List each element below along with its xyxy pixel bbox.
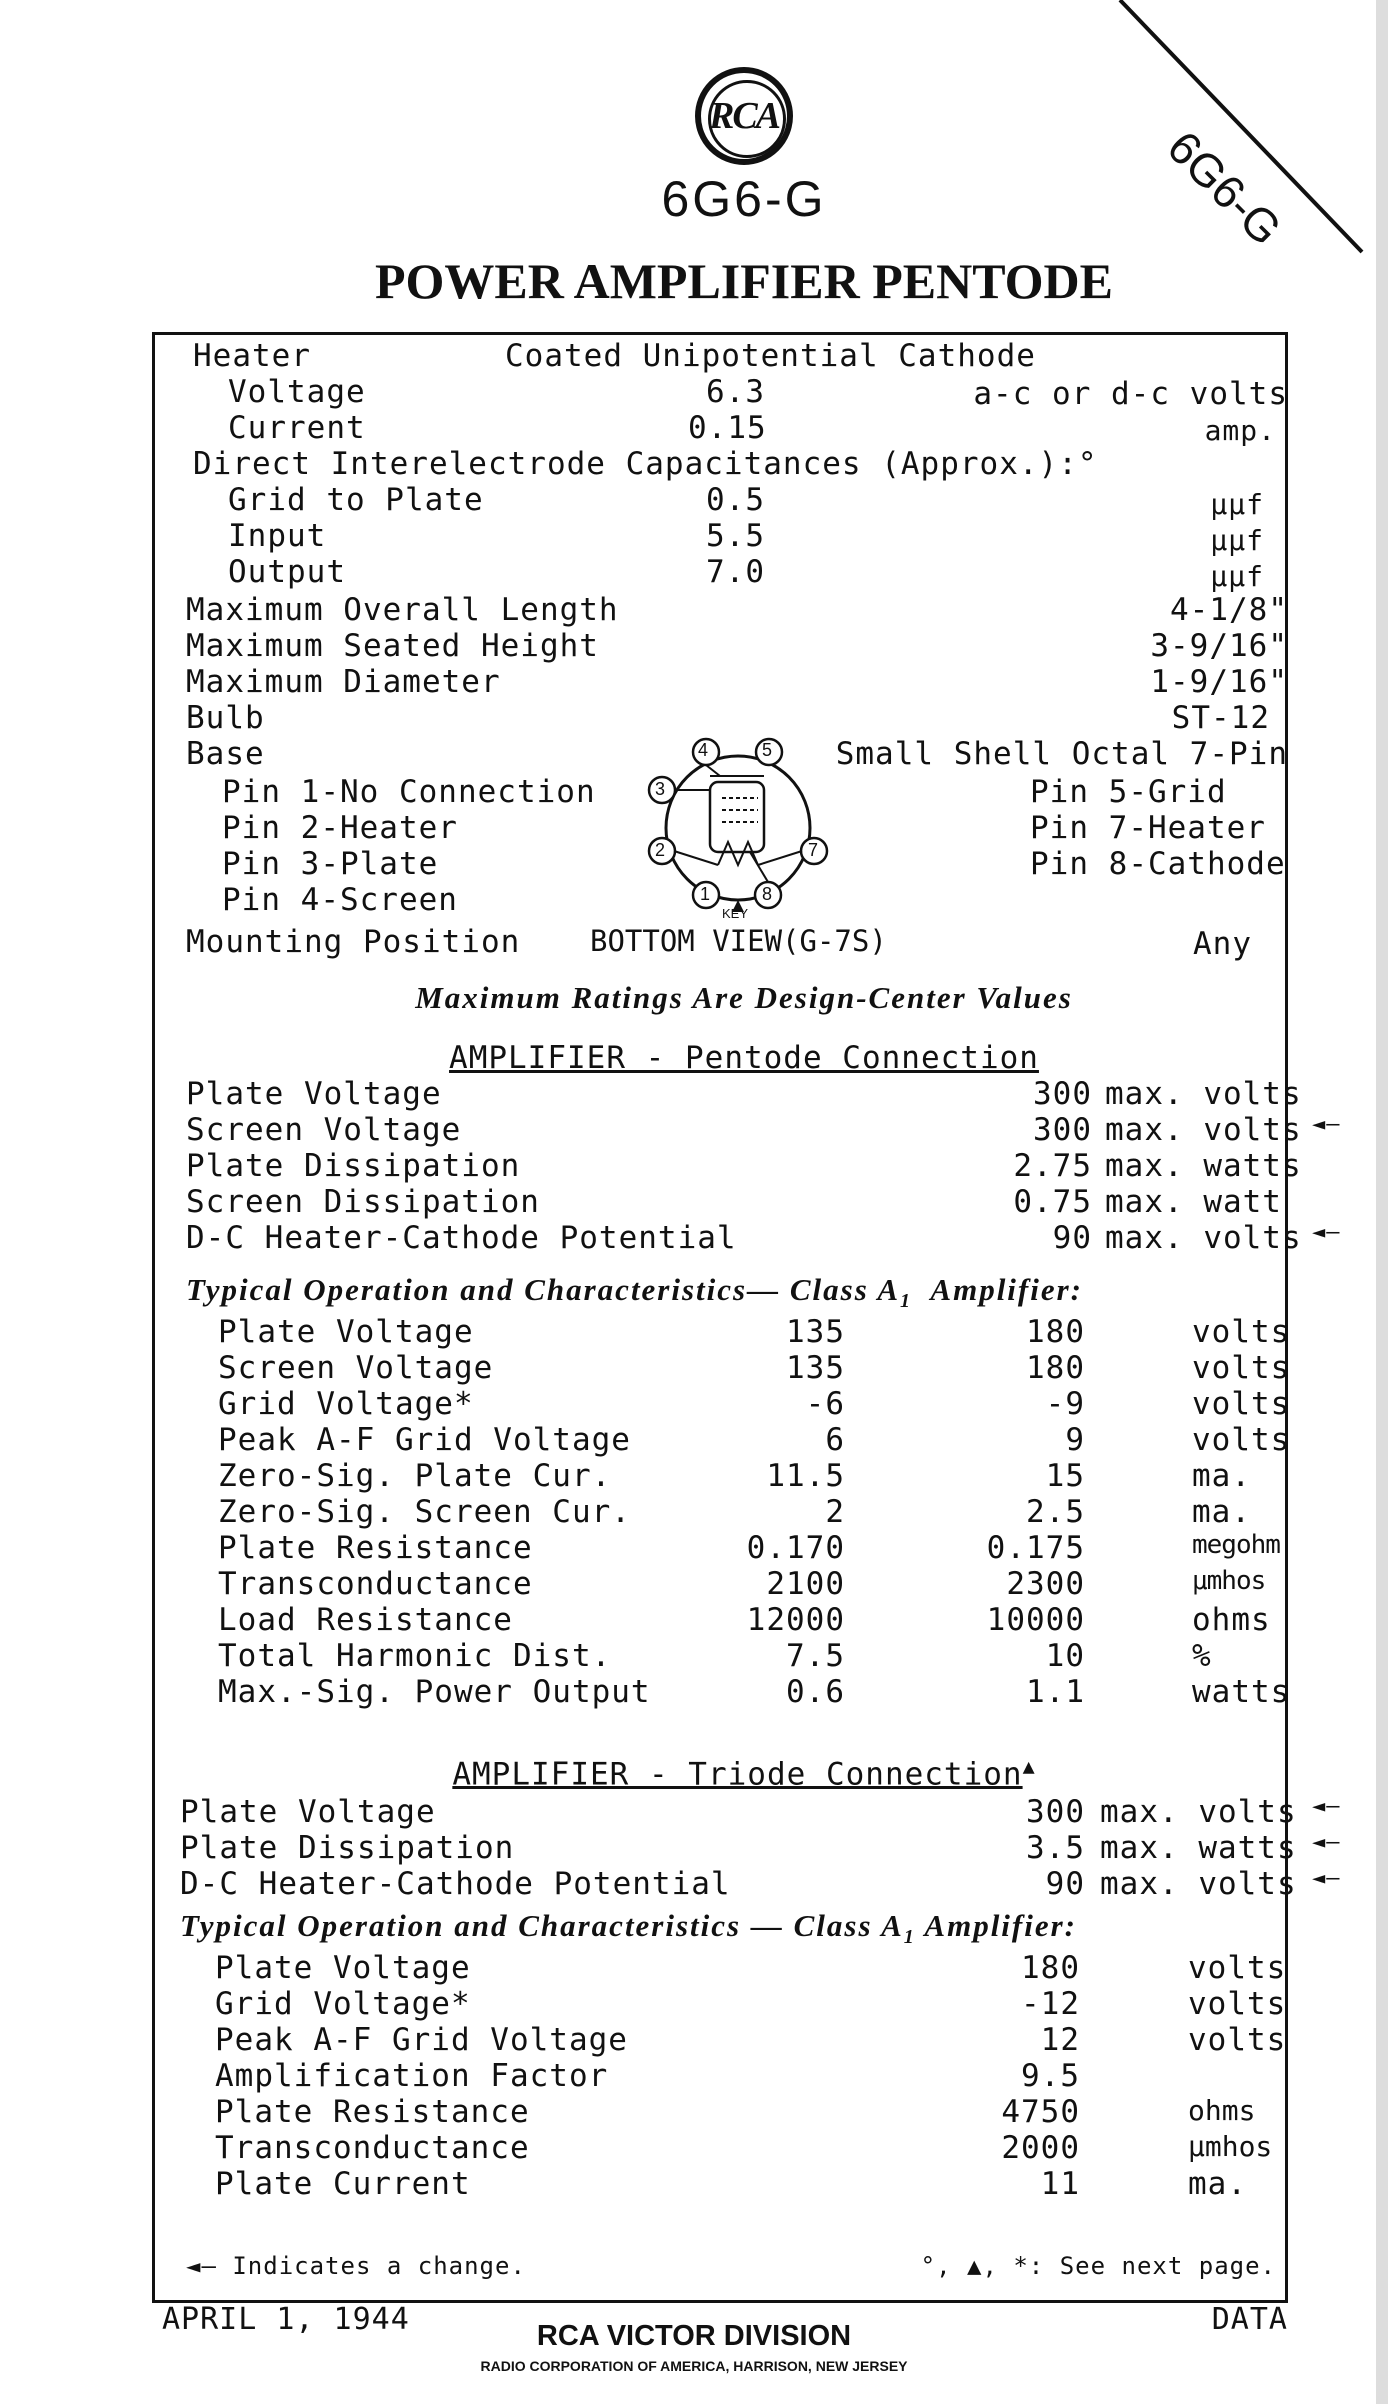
pentode-typical-value-2: 180 <box>1026 1314 1085 1350</box>
triode-typical-value: 11 <box>1040 2166 1080 2202</box>
diagram-pin-3: 3 <box>655 779 666 799</box>
pentode-typical-unit: megohm <box>1192 1530 1280 1560</box>
pentode-typical-unit: volts <box>1192 1422 1291 1458</box>
triode-heading-mark: ▲ <box>1022 1754 1036 1778</box>
pentode-typical-value-1: 135 <box>786 1314 845 1350</box>
pin-8: Pin 8-Cathode <box>1030 846 1286 882</box>
pentode-typical-unit: ma. <box>1192 1494 1251 1530</box>
pentode-typical-value-2: 10 <box>1045 1638 1085 1674</box>
pentode-typical-value-2: 0.175 <box>986 1530 1085 1566</box>
company-name: RADIO CORPORATION OF AMERICA, HARRISON, NEW JERSEY <box>480 2358 908 2374</box>
pentode-typical-unit: volts <box>1192 1350 1291 1386</box>
triode-typical-unit: ohms <box>1188 2094 1256 2127</box>
pentode-typical-subscript: 1 <box>900 1290 913 1313</box>
heater-current-label: Current <box>228 410 366 446</box>
pentode-max-value: 300 <box>1033 1112 1092 1148</box>
pentode-typical-label: Plate Resistance <box>218 1530 533 1566</box>
footnote-right: °, ▲, *: See next page. <box>920 2252 1276 2280</box>
diagram-pin-4: 4 <box>698 740 709 760</box>
seated-height-label: Maximum Seated Height <box>186 628 599 664</box>
pentode-typical-unit: watts <box>1192 1674 1291 1710</box>
triode-typical-value: -12 <box>1021 1986 1080 2022</box>
triode-max-label: D-C Heater-Cathode Potential <box>180 1866 731 1902</box>
change-arrow-icon: ◄— <box>1312 1220 1341 1245</box>
diagram-pin-5: 5 <box>762 740 773 760</box>
pin-1: Pin 1-No Connection <box>222 774 596 810</box>
cathode-type: Coated Unipotential Cathode <box>505 338 1036 374</box>
pin-2: Pin 2-Heater <box>222 810 458 846</box>
base-label: Base <box>186 736 265 772</box>
triode-typical-value: 180 <box>1021 1950 1080 1986</box>
heater-voltage-label: Voltage <box>228 374 366 410</box>
change-arrow-icon: ◄— <box>1312 1866 1341 1891</box>
pentode-typical-value-2: 2300 <box>1006 1566 1085 1602</box>
cap-input-unit: μμf <box>1210 524 1264 557</box>
base-pin-diagram <box>640 730 840 920</box>
pentode-typical-label: Zero-Sig. Plate Cur. <box>218 1458 612 1494</box>
capacitances-label: Direct Interelectrode Capacitances (Approx.):° <box>193 446 1098 482</box>
pentode-typical-value-1: 135 <box>786 1350 845 1386</box>
pentode-max-value: 0.75 <box>1013 1184 1092 1220</box>
diagram-pin-1: 1 <box>700 884 711 904</box>
pentode-max-label: Screen Dissipation <box>186 1184 540 1220</box>
pentode-typical-value-1: 2 <box>825 1494 845 1530</box>
change-arrow-icon: ◄— <box>1312 1830 1341 1855</box>
triode-typical-unit: volts <box>1188 2022 1287 2058</box>
pentode-typical-value-2: 10000 <box>986 1602 1085 1638</box>
page-title: POWER AMPLIFIER PENTODE <box>374 253 1114 309</box>
triode-max-value: 3.5 <box>1026 1830 1085 1866</box>
data-label: DATA <box>1211 2302 1288 2337</box>
triode-typical-heading <box>180 1908 1077 1949</box>
pentode-typical-value-2: 1.1 <box>1026 1674 1085 1710</box>
pentode-max-unit: max. watts <box>1105 1148 1302 1184</box>
pentode-typical-label: Zero-Sig. Screen Cur. <box>218 1494 631 1530</box>
triode-typical-value: 4750 <box>1001 2094 1080 2130</box>
triode-typical-tail: Amplifier: <box>924 1908 1078 1943</box>
triode-max-value: 300 <box>1026 1794 1085 1830</box>
footnote-left-text: Indicates a change. <box>232 2252 526 2280</box>
footnote-left <box>186 2252 526 2280</box>
triode-typical-unit: μmhos <box>1188 2130 1273 2163</box>
pentode-typical-value-1: 7.5 <box>786 1638 845 1674</box>
pentode-typical-unit: ohms <box>1192 1602 1271 1638</box>
pentode-heading: AMPLIFIER - Pentode Connection <box>449 1040 1039 1076</box>
diagram-pin-2: 2 <box>655 840 666 860</box>
pentode-typical-value-1: -6 <box>805 1386 845 1422</box>
pentode-typical-value-2: 180 <box>1026 1350 1085 1386</box>
bottom-view-label: BOTTOM VIEW(G-7S) <box>590 924 887 958</box>
pentode-typical-value-1: 11.5 <box>766 1458 845 1494</box>
pentode-typical-label: Grid Voltage* <box>218 1386 474 1422</box>
overall-length-value: 4-1/8" <box>1170 592 1288 628</box>
triode-typical-label: Plate Current <box>215 2166 471 2202</box>
pentode-typical-value-1: 2100 <box>766 1566 845 1602</box>
triode-heading: AMPLIFIER - Triode Connection <box>452 1756 1023 1793</box>
rca-logo <box>695 67 793 165</box>
triode-typical-value: 12 <box>1040 2022 1080 2058</box>
pentode-max-unit: max. volts <box>1105 1112 1302 1148</box>
cap-grid-plate-unit: μμf <box>1210 488 1264 521</box>
pentode-typical-value-1: 0.6 <box>786 1674 845 1710</box>
division-name: RCA VICTOR DIVISION <box>536 2320 852 2352</box>
pentode-typical-label: Max.-Sig. Power Output <box>218 1674 651 1710</box>
pentode-max-unit: max. volts <box>1105 1220 1302 1256</box>
diagram-pin-7: 7 <box>808 840 819 860</box>
diagram-pin-8: 8 <box>762 884 773 904</box>
triode-max-label: Plate Dissipation <box>180 1830 515 1866</box>
pentode-typical-unit: μmhos <box>1192 1566 1266 1596</box>
pentode-typical-value-1: 0.170 <box>746 1530 845 1566</box>
issue-date: APRIL 1, 1944 <box>162 2302 410 2337</box>
triode-typical-label: Peak A-F Grid Voltage <box>215 2022 628 2058</box>
pentode-typical-unit: ma. <box>1192 1458 1251 1494</box>
cap-output-value: 7.0 <box>706 554 765 590</box>
overall-length-label: Maximum Overall Length <box>186 592 619 628</box>
triode-max-value: 90 <box>1045 1866 1085 1902</box>
corner-tag-text: 6G6-G <box>1157 120 1292 256</box>
rca-logo-text: RCA <box>708 95 780 137</box>
pentode-typical-unit: % <box>1192 1638 1212 1674</box>
pentode-max-label: Screen Voltage <box>186 1112 462 1148</box>
triode-typical-unit: volts <box>1188 1950 1287 1986</box>
triode-typical-unit: ma. <box>1188 2166 1247 2202</box>
triode-typical-heading-text: Typical Operation and Characteristics — Class A <box>180 1908 904 1943</box>
diagram-key-label: KEY <box>722 906 749 921</box>
triode-typical-label: Transconductance <box>215 2130 530 2166</box>
pentode-max-label: Plate Dissipation <box>186 1148 521 1184</box>
triode-typical-value: 9.5 <box>1021 2058 1080 2094</box>
heater-voltage-unit: a-c or d-c volts <box>973 376 1288 412</box>
change-arrow-icon: ◄— <box>1312 1112 1341 1137</box>
mounting-label: Mounting Position <box>186 924 521 960</box>
triode-typical-label: Plate Voltage <box>215 1950 471 1986</box>
pentode-typical-label: Total Harmonic Dist. <box>218 1638 612 1674</box>
pentode-typical-value-1: 6 <box>825 1422 845 1458</box>
pentode-max-unit: max. watt <box>1105 1184 1282 1220</box>
cap-output-unit: μμf <box>1210 560 1264 593</box>
pentode-max-unit: max. volts <box>1105 1076 1302 1112</box>
ratings-note: Maximum Ratings Are Design-Center Values <box>415 980 1073 1015</box>
pin-5: Pin 5-Grid <box>1030 774 1227 810</box>
cap-grid-plate-value: 0.5 <box>706 482 765 518</box>
page-edge-shadow <box>1376 0 1388 2404</box>
pentode-typical-tail: Amplifier: <box>930 1272 1084 1307</box>
triode-typical-value: 2000 <box>1001 2130 1080 2166</box>
diameter-value: 1-9/16" <box>1150 664 1288 700</box>
diameter-label: Maximum Diameter <box>186 664 501 700</box>
pentode-typical-heading <box>186 1272 1083 1313</box>
bulb-value: ST-12 <box>1171 700 1270 736</box>
triode-max-unit: max. volts <box>1100 1794 1297 1830</box>
pentode-max-value: 2.75 <box>1013 1148 1092 1184</box>
pentode-typical-label: Load Resistance <box>218 1602 513 1638</box>
pentode-max-label: D-C Heater-Cathode Potential <box>186 1220 737 1256</box>
pentode-typical-label: Peak A-F Grid Voltage <box>218 1422 631 1458</box>
pentode-max-value: 90 <box>1052 1220 1092 1256</box>
pentode-typical-value-2: 9 <box>1065 1422 1085 1458</box>
pin-4: Pin 4-Screen <box>222 882 458 918</box>
pentode-typical-value-2: -9 <box>1045 1386 1085 1422</box>
pentode-typical-value-2: 2.5 <box>1026 1494 1085 1530</box>
pentode-typical-value-2: 15 <box>1045 1458 1085 1494</box>
mounting-value: Any <box>1193 926 1252 962</box>
pentode-typical-unit: volts <box>1192 1314 1291 1350</box>
triode-max-label: Plate Voltage <box>180 1794 436 1830</box>
bulb-label: Bulb <box>186 700 265 736</box>
cap-grid-plate-label: Grid to Plate <box>228 482 484 518</box>
triode-typical-subscript: 1 <box>903 1926 916 1949</box>
pentode-typical-value-1: 12000 <box>746 1602 845 1638</box>
heater-voltage-value: 6.3 <box>706 374 765 410</box>
cap-input-label: Input <box>228 518 327 554</box>
base-value: Small Shell Octal 7-Pin <box>835 736 1288 772</box>
pentode-typical-label: Plate Voltage <box>218 1314 474 1350</box>
pentode-typical-label: Screen Voltage <box>218 1350 494 1386</box>
pin-7: Pin 7-Heater <box>1030 810 1266 846</box>
pentode-typical-heading-text: Typical Operation and Characteristics— Class A <box>186 1272 901 1307</box>
cap-output-label: Output <box>228 554 346 590</box>
triode-max-unit: max. watts <box>1100 1830 1297 1866</box>
pentode-typical-label: Transconductance <box>218 1566 533 1602</box>
triode-heading-wrap <box>344 1754 1144 1792</box>
pentode-typical-unit: volts <box>1192 1386 1291 1422</box>
change-arrow-icon: ◄— <box>186 2252 217 2280</box>
pentode-max-label: Plate Voltage <box>186 1076 442 1112</box>
seated-height-value: 3-9/16" <box>1150 628 1288 664</box>
pin-3: Pin 3-Plate <box>222 846 439 882</box>
tube-type: 6G6-G <box>661 171 827 227</box>
triode-max-unit: max. volts <box>1100 1866 1297 1902</box>
heater-current-unit: amp. <box>1204 414 1276 447</box>
cap-input-value: 5.5 <box>706 518 765 554</box>
triode-typical-label: Amplification Factor <box>215 2058 609 2094</box>
pentode-max-value: 300 <box>1033 1076 1092 1112</box>
heater-current-value: 0.15 <box>688 410 767 446</box>
triode-typical-label: Grid Voltage* <box>215 1986 471 2022</box>
triode-typical-unit: volts <box>1188 1986 1287 2022</box>
heater-label: Heater <box>193 338 311 374</box>
triode-typical-label: Plate Resistance <box>215 2094 530 2130</box>
change-arrow-icon: ◄— <box>1312 1794 1341 1819</box>
